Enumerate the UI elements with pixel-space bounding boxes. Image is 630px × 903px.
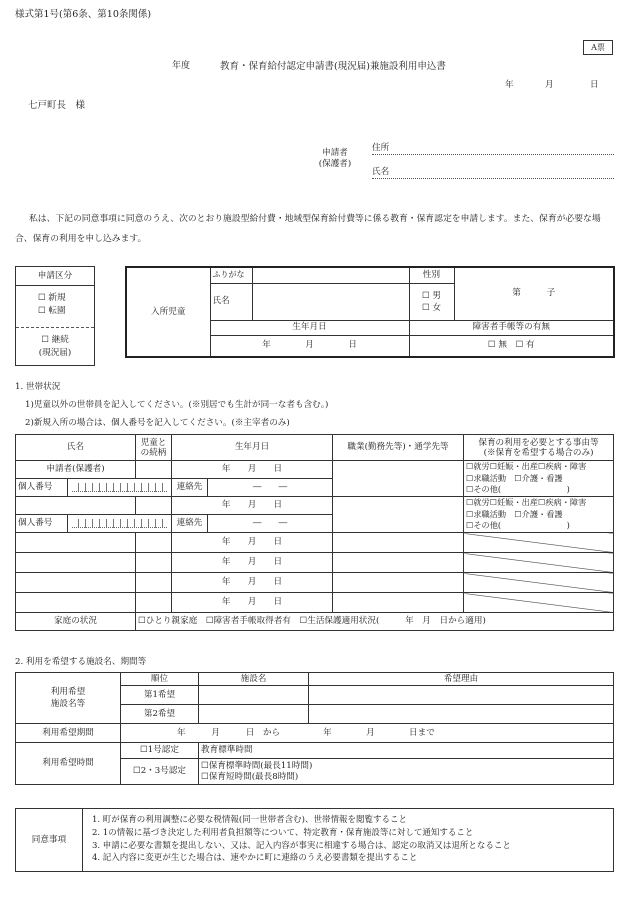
relation-input[interactable]: [136, 553, 172, 573]
consent-items: [92, 814, 607, 865]
category-transfer-checkbox[interactable]: ☐ 転園: [38, 306, 66, 316]
facility-label: 利用希望 施設名等: [16, 673, 121, 724]
member-name-input[interactable]: [16, 593, 136, 613]
choice2-facility-input[interactable]: [199, 705, 309, 724]
child-name-input[interactable]: [252, 283, 409, 320]
gender-male-checkbox[interactable]: ☐ 男: [421, 290, 442, 301]
cert1-checkbox[interactable]: ☐1号認定: [121, 743, 199, 759]
facility-table: [15, 672, 614, 785]
mynumber-label: 個人番号: [16, 479, 68, 497]
reason-na: [464, 533, 614, 553]
choice2-label: 第2希望: [121, 705, 199, 724]
reason-na: [464, 573, 614, 593]
consent-item: 2. 1の情報に基づき決定した利用者負担額等について、特定教育・保育施設等に対して通知すること: [92, 827, 474, 838]
contact-label: 連絡先: [172, 479, 208, 497]
choice1-reason-input[interactable]: [309, 686, 614, 705]
date-year: 年: [505, 80, 514, 90]
birth-order[interactable]: 第 子: [454, 267, 614, 320]
applicant-name-label: 氏名: [372, 167, 390, 177]
category-new-checkbox[interactable]: ☐ 新規: [38, 293, 66, 303]
col-hope-reason: 希望理由: [309, 673, 614, 686]
occupation-input[interactable]: [333, 461, 464, 497]
gender-label: 性別: [409, 267, 454, 283]
fiscal-year-label: 年度: [172, 61, 191, 71]
mynumber-input[interactable]: [68, 479, 172, 497]
child-birthdate-input[interactable]: 年 月 日: [210, 335, 409, 357]
col-name: 氏名: [16, 435, 136, 461]
birthdate-input[interactable]: 年 月 日: [172, 497, 333, 515]
relation-input[interactable]: [136, 461, 172, 479]
application-category-box: [15, 266, 95, 366]
child-table: [125, 266, 615, 358]
std-care-checkbox[interactable]: ☐保育標準時間(最長11時間): [201, 760, 313, 771]
choice2-reason-input[interactable]: [309, 705, 614, 724]
short-care-checkbox[interactable]: ☐保育短時間(最長8時間): [201, 771, 299, 782]
family-status-checkboxes[interactable]: ☐ひとり親家庭 ☐障害者手帳取得者有 ☐生活保護適用状況( 年 月 日から適用): [136, 613, 614, 631]
date-day: 日: [590, 80, 599, 90]
occupation-input[interactable]: [333, 553, 464, 573]
relation-input[interactable]: [136, 573, 172, 593]
gender-female-checkbox[interactable]: ☐ 女: [421, 302, 442, 313]
contact-input[interactable]: ― ―: [208, 479, 333, 497]
period-label: 利用希望期間: [16, 724, 121, 743]
birthdate-input[interactable]: 年 月 日: [172, 573, 333, 593]
mynumber-label: 個人番号: [16, 515, 68, 533]
time-label: 利用希望時間: [16, 743, 121, 785]
col-occupation: 職業(勤務先等)・通学先等: [333, 435, 464, 461]
applicant-row-label: 申請者(保護者): [16, 461, 136, 479]
birthdate-label: 生年月日: [210, 320, 409, 335]
furigana-label: ふりがな: [210, 267, 252, 283]
section1-note1: 1)児童以外の世帯員を記入してください。(※別居でも生計が同一な者も含む。): [25, 400, 329, 410]
relation-input[interactable]: [136, 497, 172, 515]
family-status-label: 家庭の状況: [16, 613, 136, 631]
reason-checkboxes[interactable]: ☐就労☐妊娠・出産☐疾病・障害 ☐求職活動 ☐介護・看護 ☐その他( ): [464, 461, 614, 497]
consent-item: 3. 申請に必要な書類を提出しない、又は、記入内容が事実に相違する場合は、認定の取消又は退所となること: [92, 840, 511, 851]
relation-input[interactable]: [136, 593, 172, 613]
form-number: 様式第1号(第6条、第10条関係): [15, 9, 152, 20]
occupation-input[interactable]: [333, 533, 464, 553]
applicant-address-label: 住所: [372, 143, 390, 153]
applicant-name-field[interactable]: [372, 167, 614, 179]
member-name-input[interactable]: [16, 553, 136, 573]
addressee: 七戸町長 様: [28, 100, 86, 111]
furigana-input[interactable]: [252, 267, 409, 283]
member-name-input[interactable]: [16, 573, 136, 593]
reason-checkboxes[interactable]: ☐就労☐妊娠・出産☐疾病・障害 ☐求職活動 ☐介護・看護 ☐その他( ): [464, 497, 614, 533]
birthdate-input[interactable]: 年 月 日: [172, 553, 333, 573]
birthdate-input[interactable]: 年 月 日: [172, 593, 333, 613]
occupation-input[interactable]: [333, 573, 464, 593]
col-birthdate: 生年月日: [172, 435, 333, 461]
consent-label: 同意事項: [16, 809, 83, 871]
intro-text: 私は、下記の同意事項に同意のうえ、次のとおり施設型給付費・地域型保育給付費等に係る教育・保育認定を申請します。また、保育が必要な場合、保育の利用を申し込みます。: [15, 214, 601, 244]
contact-input[interactable]: ― ―: [208, 515, 333, 533]
date-month: 月: [545, 80, 554, 90]
household-table: [15, 434, 614, 631]
occupation-input[interactable]: [333, 593, 464, 613]
member-name-input[interactable]: [16, 533, 136, 553]
consent-box: [15, 808, 614, 872]
relation-input[interactable]: [136, 533, 172, 553]
category-continue-sub: (現況届): [38, 348, 72, 358]
col-facility: 施設名: [199, 673, 309, 686]
applicant-label: 申請者 (保護者): [318, 148, 352, 169]
period-input[interactable]: 年 月 日 から 年 月 日まで: [121, 724, 614, 743]
reason-na: [464, 593, 614, 613]
occupation-input[interactable]: [333, 497, 464, 533]
consent-item: 4. 記入内容に変更が生じた場合は、速やかに町に連絡のうえ必要書類を提出すること: [92, 853, 418, 864]
section1-title: 1. 世帯状況: [15, 382, 61, 392]
category-title: 申請区分: [16, 267, 94, 286]
choice1-label: 第1希望: [121, 686, 199, 705]
choice1-facility-input[interactable]: [199, 686, 309, 705]
cert23-checkbox[interactable]: ☐2・3号認定: [121, 759, 199, 785]
sheet-badge: A票: [583, 40, 613, 55]
disability-checkboxes[interactable]: ☐ 無 ☐ 有: [409, 335, 614, 357]
mynumber-input[interactable]: [68, 515, 172, 533]
col-reason: 保育の利用を必要とする事由等 (※保育を希望する場合のみ): [464, 435, 614, 461]
reason-na: [464, 553, 614, 573]
col-relation: 児童と の続柄: [136, 435, 172, 461]
disability-label: 障害者手帳等の有無: [409, 320, 614, 335]
page-title: 教育・保育給付認定申請書(現況届)兼施設利用申込書: [220, 61, 446, 72]
birthdate-input[interactable]: 年 月 日: [172, 461, 333, 479]
birthdate-input[interactable]: 年 月 日: [172, 533, 333, 553]
std-time-label: 教育標準時間: [199, 743, 614, 759]
category-continue-checkbox[interactable]: ☐ 継続: [41, 335, 69, 345]
applicant-address-field[interactable]: [372, 143, 614, 155]
consent-item: 1. 町が保育の利用調整に必要な税情報(同一世帯者含む)、世帯情報を閲覧すること: [92, 815, 407, 825]
section2-title: 2. 利用を希望する施設名、期間等: [15, 657, 147, 667]
col-rank: 順位: [121, 673, 199, 686]
child-name-label: 氏名: [210, 283, 252, 320]
contact-label: 連絡先: [172, 515, 208, 533]
member-name-input[interactable]: [16, 497, 136, 515]
child-label: 入所児童: [126, 267, 210, 357]
section1-note2: 2)新規入所の場合は、個人番号を記入してください。(※主宰者のみ): [25, 418, 290, 428]
